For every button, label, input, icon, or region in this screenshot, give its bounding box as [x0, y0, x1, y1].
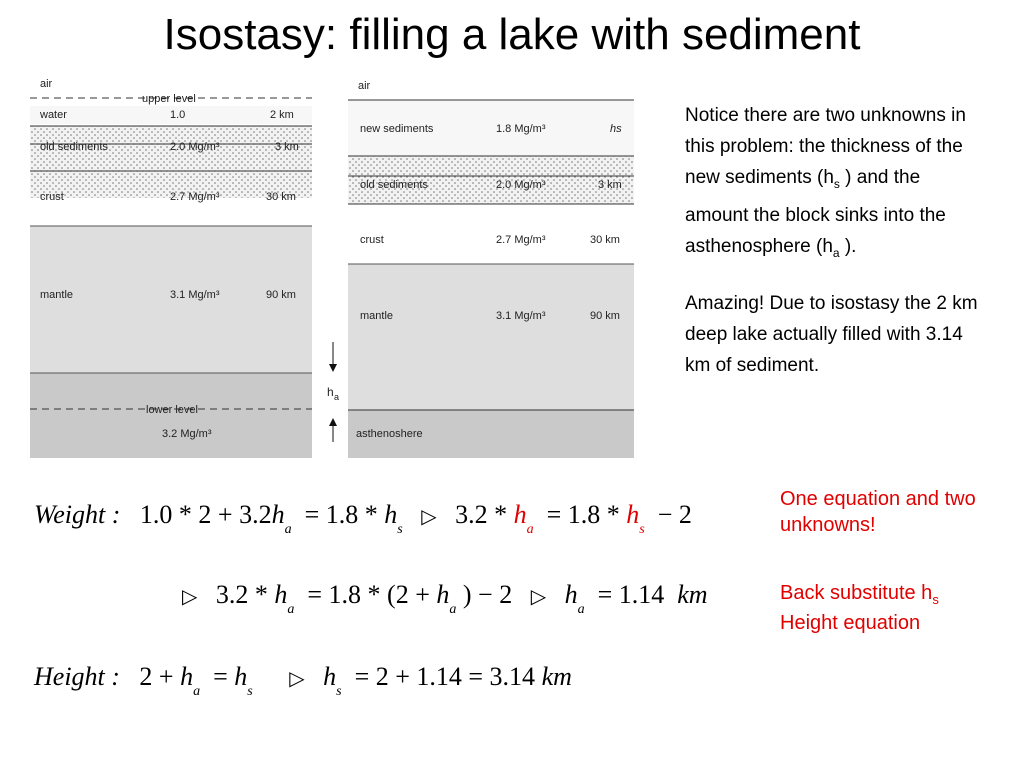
mantle-thickness-right: 90 km [590, 310, 620, 322]
page-title: Isostasy: filling a lake with sediment [163, 10, 861, 59]
mantle-thickness-left: 90 km [266, 289, 296, 301]
mantle-layer-right [348, 264, 634, 410]
note-unknowns: Notice there are two unknowns in this problem: the thickness of the new sediments ($h_s$ ) and the amount the block sinks into the asthenosphere ($h_a$ ). [685, 105, 966, 260]
upper-level-label: upper level [142, 93, 196, 105]
red-note-back-substitute: Back substitute $h_s$ [780, 582, 939, 607]
old-sediments-density-right: 2.0 Mg/m³ [496, 179, 546, 191]
implies-arrow-icon: ▷ [182, 584, 198, 608]
substitution-equation: ▷ $3.2 * h_a = 1.8 * (2 + h_a$ ) − 2 ▷ $h_a = 1.14$ km [182, 580, 708, 617]
note-amazing: Amazing! Due to isostasy the 2 km deep lake actually filled with 3.14 km of sediment. [685, 292, 978, 376]
old-sediments-density-left: 2.0 Mg/m³ [170, 141, 220, 153]
height-equation: Height : $2 + h_a = h_s$ ▷ $h_s = 2 + 1.14 = 3.14$ km [34, 662, 572, 699]
new-sediments-density: 1.8 Mg/m³ [496, 123, 546, 135]
crust-thickness-right: 30 km [590, 234, 620, 246]
right-column [348, 80, 634, 458]
crust-thickness-left: 30 km [266, 191, 296, 203]
red-note-height: Height equation [780, 612, 921, 634]
isostasy-diagram [30, 76, 640, 458]
lower-level-label: lower level [146, 404, 198, 416]
deep-density-left: 3.2 Mg/m³ [162, 428, 212, 440]
implies-arrow-icon: ▷ [421, 504, 437, 528]
ha-marker [327, 342, 339, 442]
old-sediments-label-right: old sediments [360, 179, 428, 191]
new-sediments-label: new sediments [360, 123, 434, 135]
implies-arrow-icon: ▷ [289, 666, 305, 690]
new-sediments-thickness: hs [610, 123, 622, 135]
explanation-notes [685, 100, 985, 400]
old-sediments-thickness-left: 3 km [275, 141, 299, 153]
crust-label-right: crust [360, 234, 384, 246]
old-sediments-thickness-right: 3 km [598, 179, 622, 191]
water-thickness: 2 km [270, 109, 294, 121]
water-label: water [40, 109, 67, 121]
crust-density-left: 2.7 Mg/m³ [170, 191, 220, 203]
red-note-one-equation: One equation and two unknowns! [780, 488, 976, 536]
ha-label-a: a [334, 392, 340, 402]
crust-density-right: 2.7 Mg/m³ [496, 234, 546, 246]
weight-equation: Weight : $1.0 * 2 + 3.2h_a = 1.8 * h_s$ ▷ $3.2 * h_a = 1.8 * h_s - 2$ [34, 500, 692, 537]
water-density: 1.0 [170, 109, 186, 121]
old-sediments-layer-left [30, 126, 312, 198]
left-column [30, 78, 312, 458]
left-air-label: air [40, 78, 53, 90]
crust-label-left: crust [40, 191, 64, 203]
mantle-density-left: 3.1 Mg/m³ [170, 289, 220, 301]
mantle-label-right: mantle [360, 310, 394, 322]
ha-label-h: h [327, 385, 334, 399]
implies-arrow-icon: ▷ [530, 584, 547, 608]
asthenosphere-label: asthenoshere [356, 428, 423, 440]
old-sediments-label-left: old sediments [40, 141, 108, 153]
mantle-label-left: mantle [40, 289, 74, 301]
right-air-label: air [358, 80, 371, 92]
mantle-density-right: 3.1 Mg/m³ [496, 310, 546, 322]
